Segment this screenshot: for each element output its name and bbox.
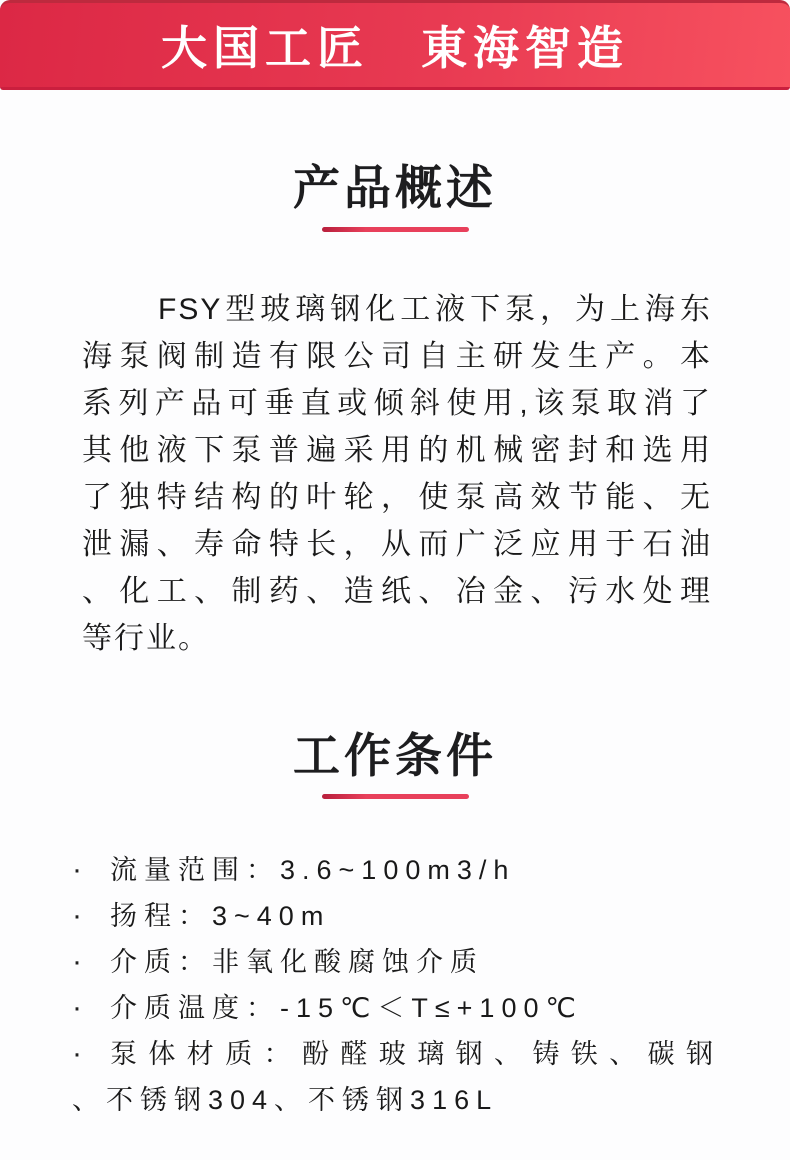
overview-title-underline [322, 227, 469, 232]
list-item [72, 1031, 720, 1077]
list-item-wrap [72, 1077, 720, 1123]
list-item [72, 847, 720, 893]
overview-paragraph [82, 286, 712, 662]
paragraph-line: 、化工、制药、造纸、冶金、污水处理 [82, 574, 712, 608]
paragraph-line: 系列产品可垂直或倾斜使用,该泵取消了 [82, 386, 712, 420]
condition-head: 扬程：3~40m [110, 901, 331, 932]
bullet-dot-icon: · [72, 991, 82, 1025]
bullet-dot-icon: · [72, 853, 82, 887]
condition-material: 泵体材质：酚醛玻璃钢、铸铁、碳钢 [110, 1039, 720, 1070]
brand-banner [0, 0, 790, 90]
overview-section [0, 162, 790, 662]
list-item [72, 939, 720, 985]
brand-slogan: 大国工匠 東海智造 [161, 22, 629, 74]
paragraph-line: 其他液下泵普遍采用的机械密封和选用 [82, 433, 712, 467]
paragraph-line: 海泵阀制造有限公司自主研发生产。本 [82, 339, 712, 373]
bullet-dot-icon: · [72, 899, 82, 933]
condition-flow-range: 流量范围：3.6~100m3/h [110, 855, 516, 886]
paragraph-line: 等行业。 [82, 621, 210, 655]
conditions-title-underline [322, 794, 469, 799]
paragraph-line: FSY型玻璃钢化工液下泵，为上海东 [158, 292, 712, 326]
conditions-list [72, 847, 720, 1123]
list-item [72, 893, 720, 939]
overview-title: 产品概述 [293, 161, 497, 214]
bullet-dot-icon: · [72, 1037, 82, 1071]
condition-temperature: 介质温度：-15℃＜T≤+100℃ [110, 993, 583, 1024]
paragraph-line: 了独特结构的叶轮，使泵高效节能、无 [82, 480, 712, 514]
condition-medium: 介质：非氧化酸腐蚀介质 [110, 947, 484, 978]
condition-material-continued: 、不锈钢304、不锈钢316L [72, 1085, 499, 1116]
bullet-dot-icon: · [72, 945, 82, 979]
conditions-section [0, 730, 790, 1124]
list-item [72, 985, 720, 1031]
paragraph-line: 泄漏、寿命特长，从而广泛应用于石油 [82, 527, 712, 561]
conditions-title: 工作条件 [293, 728, 497, 782]
